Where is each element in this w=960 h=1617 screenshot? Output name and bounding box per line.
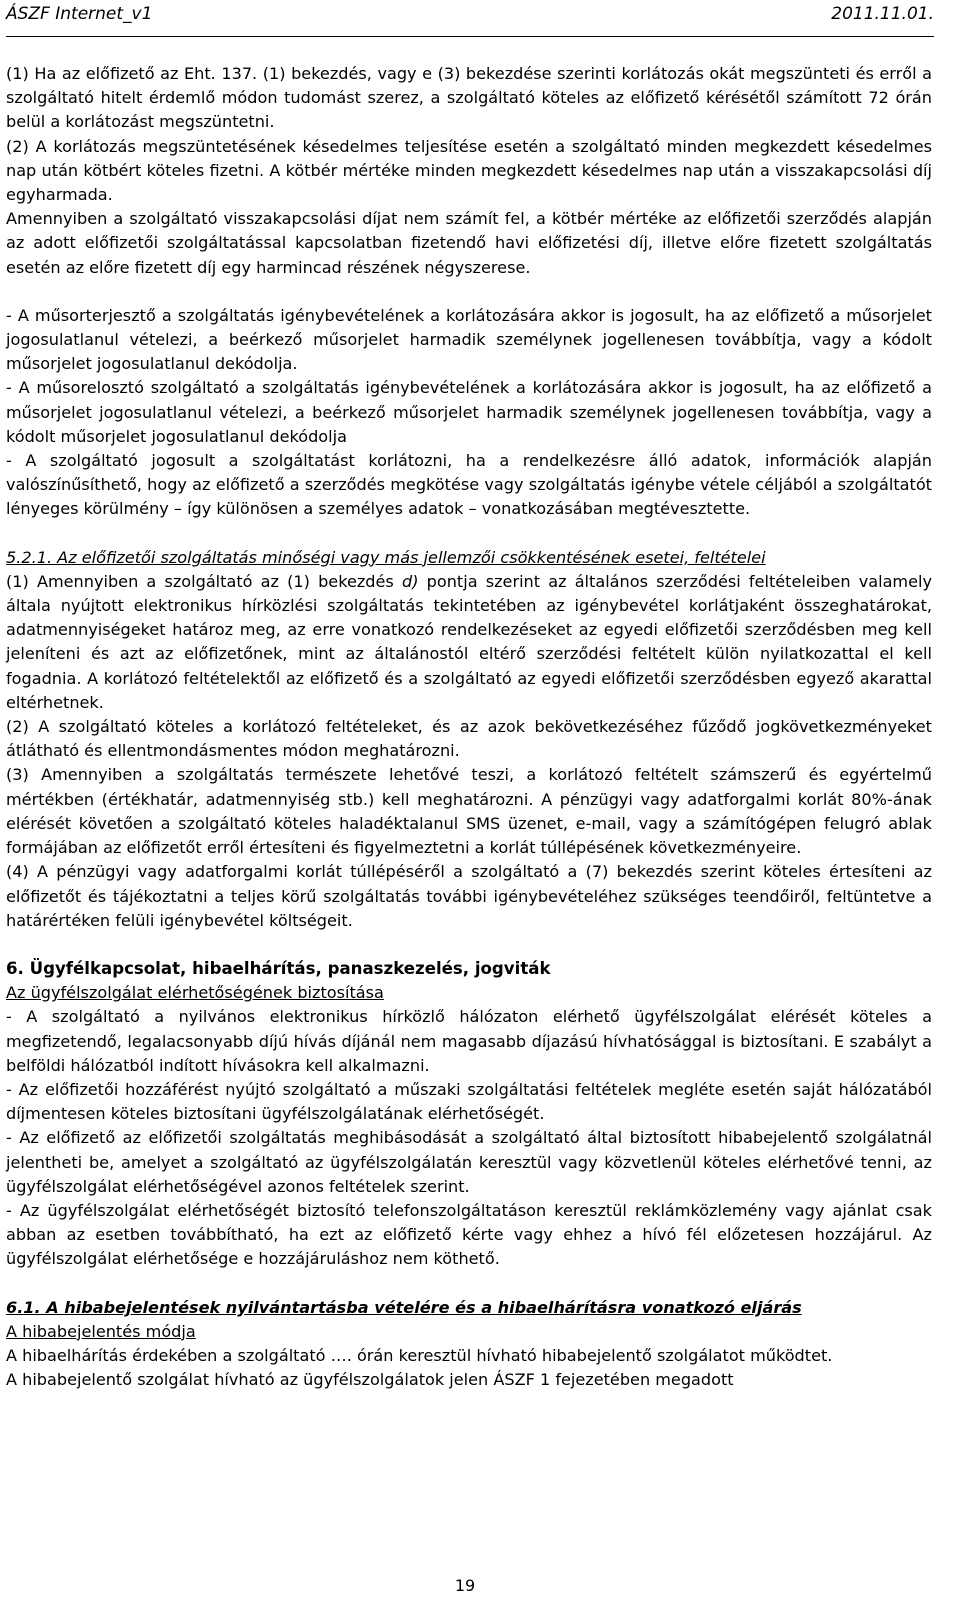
paragraph-15: A hibaelhárítás érdekében a szolgáltató …. órán keresztül hívható hibabejelentő szolgálatot működtet. (6, 1345, 833, 1365)
paragraph-16: A hibabejelentő szolgálat hívható az ügyfélszolgálatok jelen ÁSZF 1 fejezetében megadott (6, 1370, 734, 1390)
subheading-customer-service: Az ügyfélszolgálat elérhetőségének biztosítása (6, 983, 384, 1003)
paragraph-7-part-a: (1) Amennyiben a szolgáltató az (1) bekezdés (6, 571, 402, 591)
paragraph-10: (4) A pénzügyi vagy adatforgalmi korlát túllépéséről a szolgáltató a (7) bekezdés szerint köteles értesíteni az előfizetőt és tájékoztatni a teljes körű szolgáltatás további igénybevételéhez szükséges teendőiről, feltüntetve a határértéken felüli igénybevétel költségeit. (6, 862, 932, 930)
header-date: 2011.11.01. (831, 4, 934, 24)
paragraph-14: - Az ügyfélszolgálat elérhetőségét biztosító telefonszolgáltatáson keresztül reklámközlemény vagy ajánlat csak abban az esetben továbbítható, ha ezt az előfizető kérte vagy ehhez a hívó fél előzetesen hozzájárul. Az ügyfélszolgálat elérhetősége e hozzájáruláshoz nem köthető. (6, 1200, 932, 1269)
paragraph-7-part-c: pontja szerint az általános szerződési feltételeiben valamely általa nyújtott elektronikus hírközlési szolgáltatás tekintetében az igénybevétel korlátjaként összeghatárokat, adatmennyiségeket határoz meg, az erre vonatkozó rendelkezéseket az egyedi előfizetői szerződésben meg kell jeleníteni és azt az előfizetőnek, mint az általánostól eltérő szerződési feltételt külön nyilatkozattal el kell fogadnia. A korlátozó feltételektől az előfizető és a szolgáltató az egyedi előfizetői szerződésben egyező akarattal eltérhetnek. (6, 571, 932, 712)
section-heading-6: 6. Ügyfélkapcsolat, hibaelhárítás, panaszkezelés, jogviták (6, 958, 551, 978)
paragraph-4: - A műsorterjesztő a szolgáltatás igénybevételének a korlátozására akkor is jogosult, ha az előfizető a műsorjelet jogosulatlanul vételezi, a beérkező műsorjelet harmadik személynek jogellenesen továbbítja, vagy a kódolt műsorjelet jogosulatlanul dekódolja. (6, 305, 932, 374)
paragraph-11: - A szolgáltató a nyilvános elektronikus hírközlő hálózaton elérhető ügyfélszolgálat elérését köteles a megfizetendő, legalacsonyabb díjú hívás díjánál nem magasabb díjazású hívhatósággal is biztosítani. E szabályt a belföldi hálózatból indított hívásokra kell alkalmazni. (6, 1007, 932, 1075)
paragraph-13: - Az előfizető az előfizetői szolgáltatás meghibásodását a szolgáltató által biztosított hibabejelentő szolgálatnál jelentheti be, amelyet a szolgáltató az ügyfélszolgálatán keresztül vagy közvetlenül köteles elérhetővé tenni, az ügyfélszolgálat elérhetőségével azonos feltételek szerint. (6, 1128, 932, 1196)
section-heading-5-2-1: 5.2.1. Az előfizetői szolgáltatás minőségi vagy más jellemzői csökkentésének esetei, feltételei (6, 547, 766, 567)
paragraph-1: (1) Ha az előfizető az Eht. 137. (1) bekezdés, vagy e (3) bekezdése szerinti korlátozás okát megszünteti és erről a szolgáltató hitelt érdemlő módon tudomást szerez, a szolgáltató köteles az előfizető kérésétől számított 72 órán belül a korlátozást megszüntetni. (6, 64, 932, 132)
paragraph-8: (2) A szolgáltató köteles a korlátozó feltételeket, és az azok bekövetkezéséhez fűződő jogkövetkezményeket átlátható és ellentmondásmentes módon meghatározni. (6, 717, 932, 761)
paragraph-6: - A szolgáltató jogosult a szolgáltatást korlátozni, ha a rendelkezésre álló adatok, információk alapján valószínűsíthető, hogy az előfizető a szerződés megkötése vagy szolgáltatás igénybe vétele céljából a szolgáltatót lényeges körülmény – így különösen a személyes adatok – vonatkozásában megtévesztette. (6, 451, 932, 519)
paragraph-7 (6, 570, 932, 715)
paragraph-3: Amennyiben a szolgáltató visszakapcsolási díjat nem számít fel, a kötbér mértéke az előfizetői szerződés alapján az adott előfizetői szolgáltatással kapcsolatban fizetendő havi előfizetési díj, illetve előre fizetett szolgáltatás esetén az előre fizetett díj egy harmincad részének négyszerese. (6, 209, 932, 277)
header-document-title: ÁSZF Internet_v1 (6, 4, 153, 24)
paragraph-7-ref: d) (401, 571, 419, 591)
document-body (6, 62, 932, 1392)
subheading-fault-report: A hibabejelentés módja (6, 1321, 196, 1341)
paragraph-5: - A műsorelosztó szolgáltató a szolgáltatás igénybevételének a korlátozására akkor is jogosult, ha az előfizető a műsorjelet jogosulatlanul vételezi, a beérkező műsorjelet harmadik személynek jogellenesen továbbítja, vagy a kódolt műsorjelet jogosulatlanul dekódolja (6, 378, 932, 446)
page-header (6, 0, 934, 37)
paragraph-9: (3) Amennyiben a szolgáltatás természete lehetővé teszi, a korlátozó feltételt számszerű és egyértelmű mértékben (értékhatár, adatmennyiség stb.) kell meghatározni. A pénzügyi vagy adatforgalmi korlát 80%-ának elérését követően a szolgáltató köteles haladéktalanul SMS üzenet, e-mail, vagy a számítógépen felugró ablak formájában az előfizetőt erről értesíteni és figyelmeztetni a korlát túllépésének következményeire. (6, 765, 932, 858)
page-number: 19 (454, 1576, 476, 1595)
section-heading-6-1: 6.1. A hibabejelentések nyilvántartásba vételére és a hibaelhárításra vonatkozó eljárás (6, 1297, 802, 1317)
paragraph-12: - Az előfizetői hozzáférést nyújtó szolgáltató a műszaki szolgáltatási feltételek megléte esetén saját hálózatából díjmentesen köteles biztosítani ügyfélszolgálatának elérhetőségét. (6, 1079, 932, 1124)
paragraph-2: (2) A korlátozás megszüntetésének késedelmes teljesítése esetén a szolgáltató minden megkezdett késedelmes nap után kötbért köteles fizetni. A kötbér mértéke minden megkezdett késedelmes nap után a visszakapcsolási díj egyharmada. (6, 136, 932, 205)
